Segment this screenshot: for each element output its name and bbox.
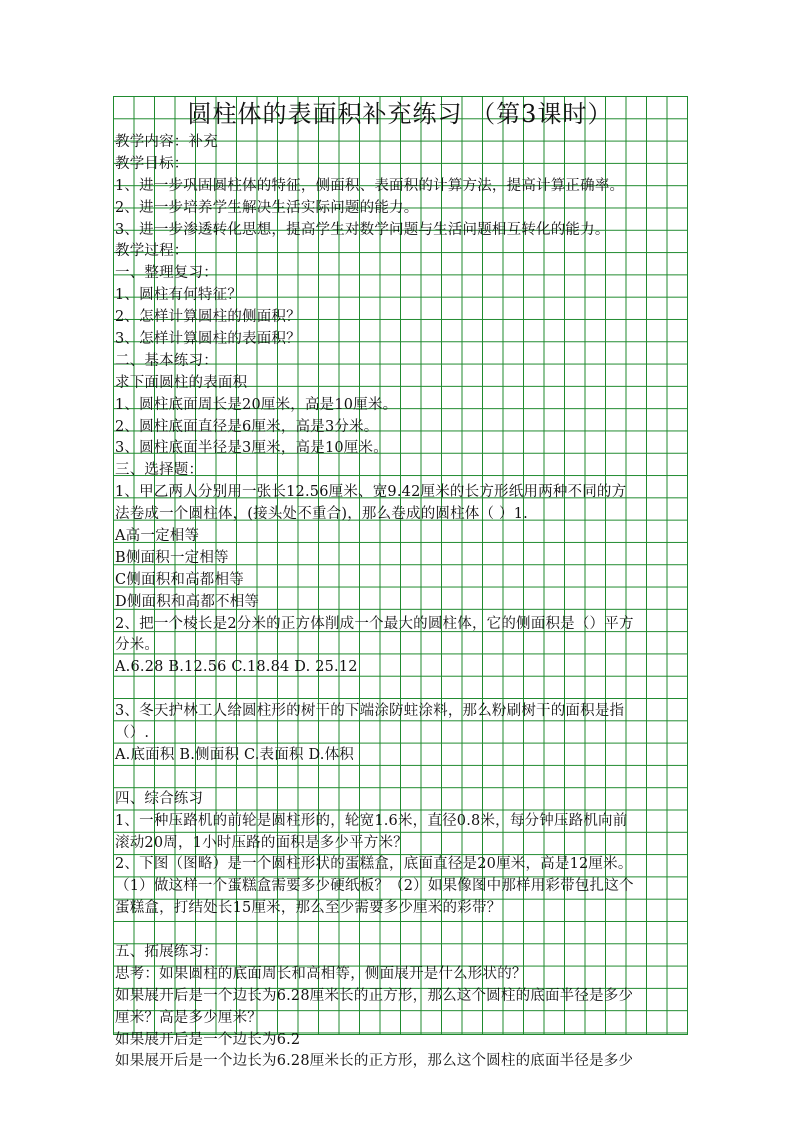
text-line: 求下面圆柱的表面积: [115, 374, 248, 391]
text-line: 1、甲乙两人分别用一张长12.56厘米、宽9.42厘米的长方形纸用两种不同的方: [115, 484, 627, 501]
text-line: 1、进一步巩固圆柱体的特征，侧面积、表面积的计算方法，提高计算正确率。: [115, 177, 625, 194]
text-line: 1、一种压路机的前轮是圆柱形的，轮宽1.6米，直径0.8米，每分钟压路机向前: [115, 812, 628, 829]
lesson-sheet: [113, 96, 688, 1070]
text-line: C侧面积和高都相等: [115, 571, 244, 588]
text-line: 蛋糕盒，打结处长15厘米，那么至少需要多少厘米的彩带？: [115, 900, 502, 917]
text-line: A.底面积 B.侧面积 C.表面积 D.体积: [115, 746, 354, 763]
text-line: 3、进一步渗透转化思想，提高学生对数学问题与生活问题相互转化的能力。: [115, 221, 610, 238]
text-line: 1、圆柱有何特征？: [115, 287, 243, 304]
text-line: 五、拓展练习：: [115, 943, 218, 960]
blank-line: [115, 767, 685, 789]
text-line: 厘米？高是多少厘米？: [115, 1009, 262, 1026]
page-title: 圆柱体的表面积补充练习 （第3课时）: [187, 100, 613, 128]
document-body: [115, 96, 685, 1073]
text-line: （）.: [115, 725, 150, 742]
text-line: 如果展开后是一个边长为6.28厘米长的正方形，那么这个圆柱的底面半径是多少: [115, 1053, 634, 1070]
text-line: 三、选择题：: [115, 462, 204, 479]
text-line: B侧面积一定相等: [115, 549, 229, 566]
text-line: 3、圆柱底面半径是3厘米，高是10厘米。: [115, 440, 388, 457]
text-line: 滚动20周，1小时压路的面积是多少平方米？: [115, 834, 408, 851]
text-line: 教学目标：: [115, 155, 189, 172]
blank-line: [115, 679, 685, 701]
text-line: A.6.28 B.12.56 C.18.84 D. 25.12: [115, 659, 358, 676]
text-line: 3、冬天护林工人给圆柱形的树干的下端涂防蛀涂料，那么粉刷树干的面积是指: [115, 703, 625, 720]
blank-line: [115, 920, 685, 942]
text-line: 思考：如果圆柱的底面周长和高相等，侧面展开是什么形状的？: [115, 965, 527, 982]
text-line: 分米。: [115, 637, 160, 654]
text-line: A高一定相等: [115, 528, 200, 545]
text-line: 1、圆柱底面周长是20厘米，高是10厘米。: [115, 396, 398, 413]
text-line: 如果展开后是一个边长为6.28厘米长的正方形，那么这个圆柱的底面半径是多少: [115, 987, 634, 1004]
text-line: 法卷成一个圆柱体，(接头处不重合)，那么卷成的圆柱体（ ）1.: [115, 506, 528, 523]
text-line: 四、综合练习: [115, 790, 204, 807]
text-line: D侧面积和高都不相等: [115, 593, 260, 610]
text-line: 2、下图（图略）是一个圆柱形状的蛋糕盒，底面直径是20厘米，高是12厘米。: [115, 856, 633, 873]
text-line: 2、圆柱底面直径是6厘米，高是3分米。: [115, 418, 379, 435]
text-line: 3、怎样计算圆柱的表面积？: [115, 331, 301, 348]
text-line: （1）做这样一个蛋糕盒需要多少硬纸板？（2）如果像图中那样用彩带包扎这个: [115, 878, 634, 895]
text-line: 2、把一个棱长是2分米的正方体削成一个最大的圆柱体，它的侧面积是（）平方: [115, 615, 634, 632]
text-line: 二、基本练习：: [115, 352, 218, 369]
text-line: 如果展开后是一个边长为6.2: [115, 1031, 301, 1048]
text-line: 2、进一步培养学生解决生活实际问题的能力。: [115, 199, 419, 216]
text-line: 教学内容：补充: [115, 134, 218, 150]
text-line: 2、怎样计算圆柱的侧面积？: [115, 309, 301, 326]
text-line: 教学过程：: [115, 243, 189, 260]
text-line: 一、整理复习：: [115, 265, 218, 282]
